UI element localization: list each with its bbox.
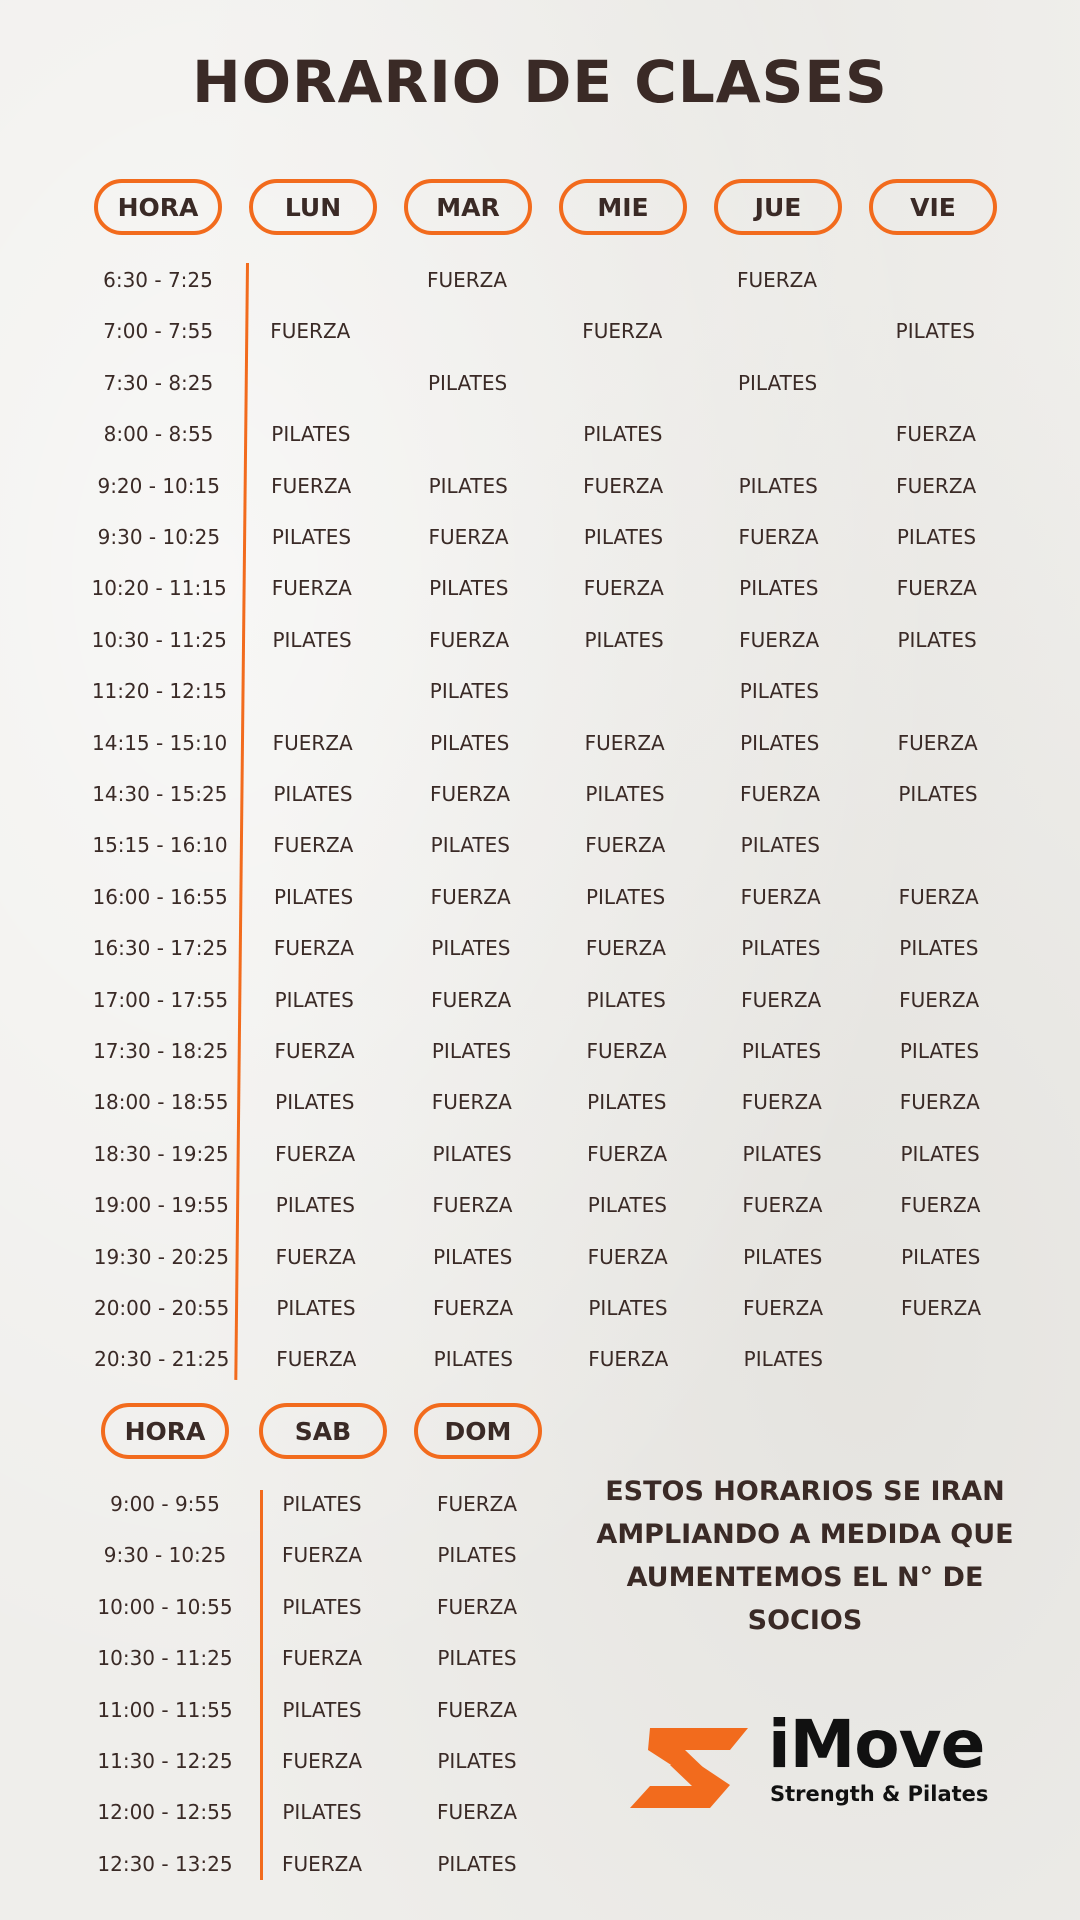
class-cell: PILATES bbox=[430, 730, 510, 755]
class-cell: PILATES bbox=[282, 1594, 362, 1619]
class-cell: PILATES bbox=[585, 884, 666, 909]
class-cell: FUERZA bbox=[900, 1296, 982, 1320]
logo-tagline: Strength & Pilates bbox=[770, 1782, 989, 1806]
class-cell: PILATES bbox=[742, 1141, 822, 1166]
class-cell: PILATES bbox=[899, 1039, 980, 1063]
time-slot-label: 16:00 - 16:55 bbox=[92, 884, 228, 909]
class-cell: PILATES bbox=[901, 1244, 981, 1269]
class-cell: PILATES bbox=[271, 525, 352, 549]
class-cell: PILATES bbox=[741, 1039, 822, 1063]
class-cell: FUERZA bbox=[271, 576, 352, 601]
class-cell: FUERZA bbox=[274, 1039, 355, 1063]
time-slot-label: 10:30 - 11:25 bbox=[97, 1646, 233, 1671]
class-cell: FUERZA bbox=[276, 1347, 357, 1372]
class-cell: PILATES bbox=[437, 1851, 517, 1876]
time-slot-label: 14:30 - 15:25 bbox=[92, 782, 228, 806]
time-slot-label: 18:00 - 18:55 bbox=[93, 1090, 229, 1115]
class-cell: FUERZA bbox=[896, 576, 977, 601]
class-cell: PILATES bbox=[274, 987, 354, 1012]
class-cell: FUERZA bbox=[275, 1141, 356, 1166]
class-cell: FUERZA bbox=[899, 987, 980, 1012]
class-cell: PILATES bbox=[899, 936, 979, 961]
class-cell: FUERZA bbox=[436, 1800, 518, 1825]
class-cell: FUERZA bbox=[585, 833, 666, 858]
time-slot-label: 11:00 - 11:55 bbox=[97, 1697, 233, 1722]
class-cell: FUERZA bbox=[585, 936, 666, 961]
header-jue-pill: JUE bbox=[714, 179, 842, 235]
class-cell: PILATES bbox=[431, 936, 511, 961]
class-cell: PILATES bbox=[584, 627, 664, 652]
time-slot-label: 12:30 - 13:25 bbox=[97, 1851, 233, 1876]
class-cell: PILATES bbox=[273, 884, 354, 909]
class-cell: FUERZA bbox=[436, 1697, 518, 1722]
class-cell: PILATES bbox=[896, 525, 977, 549]
page-title: HORARIO DE CLASES bbox=[192, 48, 888, 116]
class-cell: FUERZA bbox=[273, 936, 354, 961]
class-cell: PILATES bbox=[897, 627, 977, 652]
time-slot-label: 12:00 - 12:55 bbox=[97, 1800, 233, 1825]
class-cell: FUERZA bbox=[431, 1090, 512, 1115]
class-cell: FUERZA bbox=[430, 884, 511, 909]
class-cell: FUERZA bbox=[429, 627, 510, 652]
class-cell: FUERZA bbox=[432, 1296, 514, 1320]
time-slot-label: 20:00 - 20:55 bbox=[93, 1296, 230, 1320]
class-cell: PILATES bbox=[273, 782, 353, 806]
class-cell: PILATES bbox=[741, 936, 821, 961]
time-slot-label: 9:00 - 9:55 bbox=[110, 1492, 220, 1516]
header-mie-pill: MIE bbox=[559, 179, 687, 235]
class-cell: PILATES bbox=[272, 627, 352, 652]
class-cell: PILATES bbox=[583, 525, 664, 549]
class-cell: FUERZA bbox=[740, 884, 821, 909]
class-cell: FUERZA bbox=[588, 1347, 669, 1372]
time-slot-label: 19:30 - 20:25 bbox=[93, 1244, 230, 1269]
class-cell: PILATES bbox=[429, 679, 510, 704]
class-cell: FUERZA bbox=[582, 319, 663, 344]
class-cell: FUERZA bbox=[281, 1749, 363, 1773]
class-cell: FUERZA bbox=[900, 1193, 981, 1218]
class-cell: PILATES bbox=[437, 1749, 517, 1773]
weekend-header-sab-pill: SAB bbox=[259, 1403, 387, 1459]
class-cell: FUERZA bbox=[897, 730, 978, 755]
class-cell: PILATES bbox=[898, 782, 978, 806]
class-cell: PILATES bbox=[282, 1800, 362, 1825]
class-cell: FUERZA bbox=[896, 473, 977, 498]
class-cell: FUERZA bbox=[586, 1039, 667, 1063]
class-cell: PILATES bbox=[431, 1039, 512, 1063]
class-cell: FUERZA bbox=[270, 319, 351, 344]
class-cell: FUERZA bbox=[742, 1296, 824, 1320]
class-cell: PILATES bbox=[428, 473, 508, 498]
class-cell: PILATES bbox=[586, 987, 666, 1012]
class-cell: FUERZA bbox=[739, 627, 820, 652]
class-cell: FUERZA bbox=[587, 1244, 668, 1269]
logo-name: iMove bbox=[768, 1706, 985, 1783]
class-cell: PILATES bbox=[430, 833, 510, 858]
time-slot-label: 7:30 - 8:25 bbox=[103, 370, 214, 395]
class-cell: PILATES bbox=[900, 1141, 980, 1166]
class-cell: FUERZA bbox=[273, 833, 354, 858]
class-cell: FUERZA bbox=[895, 422, 976, 447]
class-cell: FUERZA bbox=[741, 987, 822, 1012]
class-cell: FUERZA bbox=[742, 1193, 823, 1218]
class-cell: FUERZA bbox=[899, 1090, 980, 1115]
class-cell: FUERZA bbox=[584, 730, 665, 755]
class-cell: FUERZA bbox=[275, 1244, 356, 1269]
time-slot-label: 7:00 - 7:55 bbox=[103, 319, 214, 344]
header-lun-pill: LUN bbox=[249, 179, 377, 235]
class-cell: PILATES bbox=[739, 679, 820, 704]
class-cell: PILATES bbox=[275, 1193, 356, 1218]
time-slot-label: 9:20 - 10:15 bbox=[97, 473, 220, 498]
class-cell: FUERZA bbox=[736, 268, 818, 292]
time-slot-label: 10:00 - 10:55 bbox=[97, 1594, 233, 1619]
class-cell: PILATES bbox=[740, 730, 820, 755]
class-cell: PILATES bbox=[737, 370, 818, 395]
class-cell: PILATES bbox=[271, 422, 351, 447]
class-cell: PILATES bbox=[743, 1244, 823, 1269]
class-cell: PILATES bbox=[739, 576, 819, 601]
class-cell: PILATES bbox=[437, 1543, 517, 1568]
class-cell: PILATES bbox=[583, 422, 663, 447]
class-cell: PILATES bbox=[427, 370, 508, 395]
header-vie-pill: VIE bbox=[869, 179, 997, 235]
class-cell: PILATES bbox=[895, 319, 975, 344]
class-cell: FUERZA bbox=[428, 525, 509, 549]
class-cell: FUERZA bbox=[587, 1141, 668, 1166]
class-cell: PILATES bbox=[437, 1646, 517, 1671]
class-cell: FUERZA bbox=[436, 1594, 518, 1619]
class-cell: PILATES bbox=[433, 1347, 513, 1372]
header-hora-pill: HORA bbox=[94, 179, 222, 235]
class-cell: FUERZA bbox=[583, 473, 664, 498]
class-cell: FUERZA bbox=[272, 730, 353, 755]
class-cell: PILATES bbox=[282, 1492, 362, 1516]
class-cell: FUERZA bbox=[436, 1492, 518, 1516]
class-cell: FUERZA bbox=[741, 1090, 822, 1115]
imove-logo bbox=[630, 1706, 1000, 1822]
time-slot-label: 10:20 - 11:15 bbox=[91, 576, 227, 601]
class-cell: FUERZA bbox=[271, 473, 352, 498]
time-slot-label: 17:30 - 18:25 bbox=[93, 1039, 229, 1063]
time-slot-label: 11:20 - 12:15 bbox=[91, 679, 228, 704]
class-cell: PILATES bbox=[740, 833, 820, 858]
time-slot-label: 20:30 - 21:25 bbox=[94, 1347, 230, 1372]
class-cell: FUERZA bbox=[281, 1646, 363, 1671]
time-slot-label: 17:00 - 17:55 bbox=[92, 987, 229, 1012]
class-cell: FUERZA bbox=[583, 576, 664, 601]
class-cell: FUERZA bbox=[431, 987, 512, 1012]
class-cell: PILATES bbox=[738, 473, 818, 498]
class-cell: PILATES bbox=[587, 1090, 667, 1115]
class-cell: FUERZA bbox=[429, 782, 511, 806]
time-slot-label: 11:30 - 12:25 bbox=[97, 1749, 233, 1773]
class-cell: PILATES bbox=[276, 1296, 356, 1320]
class-cell: PILATES bbox=[429, 576, 509, 601]
time-slot-label: 14:15 - 15:10 bbox=[92, 730, 228, 755]
class-cell: PILATES bbox=[432, 1141, 512, 1166]
class-cell: PILATES bbox=[743, 1347, 823, 1372]
class-cell: PILATES bbox=[588, 1296, 668, 1320]
class-cell: FUERZA bbox=[738, 525, 819, 549]
weekend-header-hora-pill: HORA bbox=[101, 1403, 229, 1459]
class-cell: PILATES bbox=[587, 1193, 668, 1218]
class-cell: FUERZA bbox=[432, 1193, 513, 1218]
class-cell: FUERZA bbox=[281, 1543, 363, 1568]
zigzag-arrows-logo-icon bbox=[630, 1720, 755, 1815]
class-cell: FUERZA bbox=[739, 782, 821, 806]
time-slot-label: 6:30 - 7:25 bbox=[103, 268, 213, 292]
time-slot-label: 19:00 - 19:55 bbox=[93, 1193, 229, 1218]
time-slot-label: 16:30 - 17:25 bbox=[92, 936, 228, 961]
class-cell: FUERZA bbox=[898, 884, 979, 909]
time-slot-label: 8:00 - 8:55 bbox=[103, 422, 214, 447]
class-cell: PILATES bbox=[282, 1697, 362, 1722]
class-cell: FUERZA bbox=[426, 268, 508, 292]
time-slot-label: 10:30 - 11:25 bbox=[91, 627, 227, 652]
class-cell: PILATES bbox=[433, 1244, 513, 1269]
schedule-note: ESTOS HORARIOS SE IRAN AMPLIANDO A MEDIDA QUE AUMENTEMOS EL N° DE SOCIOS bbox=[596, 1476, 1014, 1636]
time-slot-label: 18:30 - 19:25 bbox=[93, 1141, 229, 1166]
time-slot-label: 9:30 - 10:25 bbox=[97, 525, 221, 549]
class-cell: PILATES bbox=[585, 782, 665, 806]
header-mar-pill: MAR bbox=[404, 179, 532, 235]
time-slot-label: 9:30 - 10:25 bbox=[103, 1543, 227, 1568]
weekend-header-dom-pill: DOM bbox=[414, 1403, 542, 1459]
time-slot-label: 15:15 - 16:10 bbox=[92, 833, 228, 858]
class-cell: PILATES bbox=[275, 1090, 355, 1115]
class-cell: FUERZA bbox=[281, 1851, 363, 1876]
